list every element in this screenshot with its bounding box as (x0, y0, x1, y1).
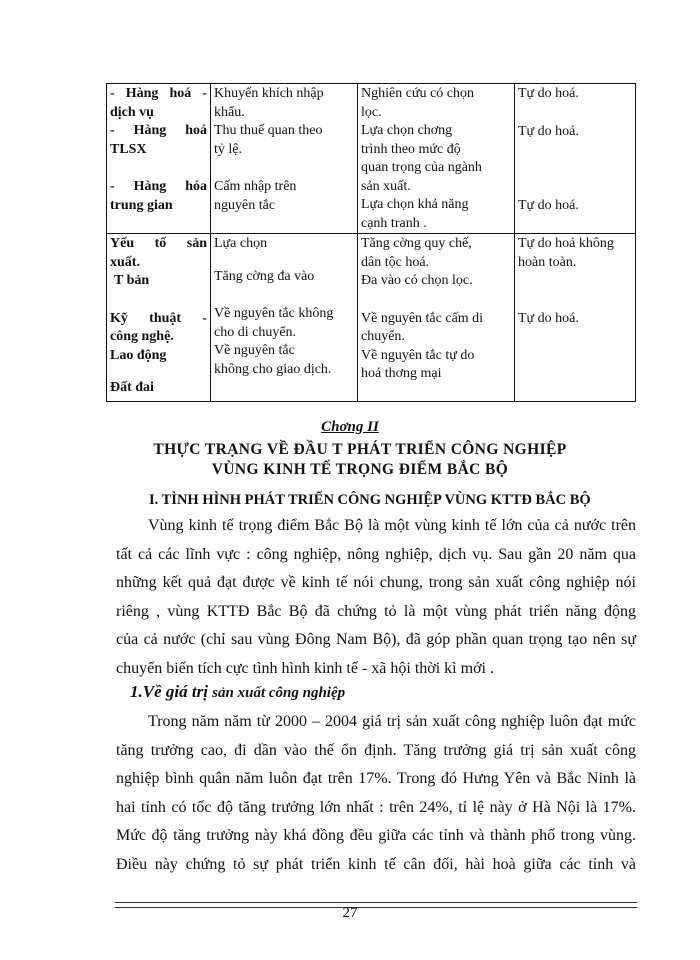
table-cell-policy-b (358, 84, 515, 234)
cell-line: hoá thơng mại (361, 366, 442, 381)
cell-line: lọc. (361, 104, 382, 120)
cell-line: sản xuất. (361, 178, 411, 194)
table-cell-factors (107, 234, 211, 402)
cell-line: Yếu tố sản (110, 236, 207, 251)
table-cell-policy-a (211, 84, 358, 234)
cell-line: Về nguyên tắc không (214, 306, 334, 321)
cell-line: Về nguyên tắc (214, 343, 295, 358)
cell-line: quan trọng của ngành (361, 160, 482, 175)
cell-line: TLSX (110, 141, 147, 157)
table-cell-goods (107, 84, 211, 234)
paragraph-line: chuyển biến tích cực tình hình kinh tế - xã hội thời kì mới . (116, 659, 494, 677)
policy-table (106, 83, 636, 402)
cell-line: T bản (114, 273, 150, 288)
subheading (130, 682, 345, 702)
cell-line: Đa vào có chọn lọc. (361, 273, 473, 288)
cell-line: Khuyến khích nhập (214, 86, 324, 101)
cell-line: Tự do hoá. (518, 311, 579, 326)
cell-line: Tự do hoá không (518, 236, 614, 251)
paragraph-line: hai tỉnh có tốc độ tăng trưởng lớn nhất : trên 24%, tỉ lệ này ở Hà Nội là 17%. (116, 798, 636, 816)
cell-line: Nghiên cứu có chọn (361, 86, 474, 101)
cell-line: dân tộc hoá. (361, 254, 430, 270)
paragraph-line: Điều này chứng tỏ sự phát triển kinh tế cân đối, hài hoà giữa các tỉnh và (116, 855, 636, 873)
cell-line: hoàn toàn. (518, 254, 577, 270)
cell-line: không cho giao dịch. (214, 361, 332, 377)
cell-line: công nghệ. (110, 329, 174, 344)
cell-line: Kỹ thuật - (110, 310, 207, 326)
cell-line: nguyên tắc (214, 197, 276, 213)
cell-line: Lựa chọn chơng (361, 123, 453, 138)
cell-line: khẩu. (214, 104, 245, 120)
cell-line: Lựa chọn khả năng (361, 197, 469, 212)
paragraph-line: tất cả các lĩnh vực : công nghiệp, nông nghiệp, dịch vụ. Sau gần 20 năm qua (116, 545, 636, 563)
paragraph-1 (116, 512, 636, 683)
cell-line: Cấm nhập trên (214, 179, 297, 194)
cell-line: - Hàng hoá (110, 123, 207, 138)
cell-line: Tự do hoá. (518, 86, 579, 101)
cell-line: Về nguyên tắc tự do (361, 347, 475, 363)
cell-line: Đất đai (110, 380, 154, 395)
cell-line: trung gian (110, 197, 173, 213)
table-cell-policy-c (515, 234, 636, 402)
paragraph-line: tăng trưởng cao, đi dần vào thế ổn định. Tăng trưởng giá trị sản xuất công (116, 741, 636, 759)
cell-line: xuất. (110, 254, 140, 270)
cell-line: - Hàng hoá - (110, 86, 207, 101)
chapter-title: Chơng II (321, 419, 379, 435)
page-number: 27 (342, 905, 358, 921)
cell-line: chuyển. (361, 329, 405, 344)
cell-line: cạnh tranh . (361, 215, 427, 231)
cell-line: tỷ lệ. (214, 141, 242, 157)
cell-line: Tự do hoá. (518, 198, 579, 213)
section-title: I. TÌNH HÌNH PHÁT TRIỂN CÔNG NGHIỆP VÙNG KTTĐ BẮC BỘ (149, 492, 591, 508)
cell-line: dịch vụ (110, 104, 154, 120)
paragraph-line: Trong năm năm từ 2000 – 2004 giá trị sản xuất công nghiệp luôn đạt mức (148, 713, 636, 730)
cell-line: - Hàng hóa (110, 179, 207, 194)
chapter-heading-line-2: VÙNG KINH TẾ TRỌNG ĐIỂM BẮC BỘ (211, 461, 509, 478)
table-row (107, 234, 636, 402)
cell-line: Tăng cờng đa vào (214, 268, 315, 284)
cell-line: Lao động (110, 347, 167, 363)
table-cell-policy-c (515, 84, 636, 234)
paragraph-line: Mức độ tăng trưởng này khá đồng đều giữa các tỉnh và thành phố trong vùng. (116, 827, 636, 844)
subheading-part: 1.Về giá trị (130, 682, 208, 701)
cell-line: Lựa chọn (214, 236, 268, 251)
paragraph-line: riêng , vùng KTTĐ Bắc Bộ đã chứng tỏ là một vùng phát triển năng động (116, 602, 636, 620)
paragraph-line: nghiệp bình quân năm luôn đạt trên 17%. Trong đó Hưng Yên và Bắc Ninh là (116, 770, 636, 787)
cell-line: cho di chuyển. (214, 324, 297, 340)
table-cell-policy-a (211, 234, 358, 402)
paragraph-line: những kết quả đạt được về kinh tế nói chung, trong sản xuất công nghiệp nói (116, 574, 636, 591)
table-cell-policy-b (358, 234, 515, 402)
cell-line: trình theo mức độ (361, 141, 461, 157)
subheading-part: sản xuất công nghiệp (212, 685, 346, 701)
table-row (107, 84, 636, 234)
cell-line: Tự do hoá. (518, 123, 579, 139)
paragraph-line: Vùng kinh tế trọng điểm Bắc Bộ là một vùng kinh tế lớn của cả nước trên (148, 517, 636, 534)
chapter-heading-line-1: THỰC TRẠNG VỀ ĐẦU T PHÁT TRIỂN CÔNG NGHIỆP (153, 441, 567, 458)
cell-line: Tăng cờng quy chế, (361, 236, 472, 251)
paragraph-2 (116, 708, 636, 879)
cell-line: Thu thuế quan theo (214, 123, 323, 138)
cell-line: Về nguyên tắc cấm di (361, 310, 484, 326)
paragraph-line: của cả nước (chỉ sau vùng Đông Nam Bộ), đã góp phần quan trọng tạo nên sự (116, 631, 636, 648)
